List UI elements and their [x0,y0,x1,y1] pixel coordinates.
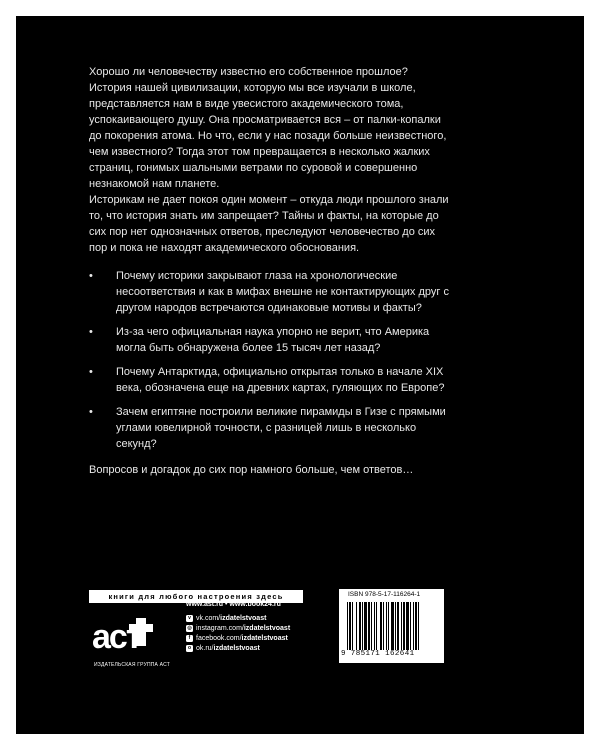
bullet-icon: • [89,326,93,338]
social-link-facebook[interactable] [186,634,290,644]
blurb-paragraph-2: Историкам не дает покоя один момент – откуда люди прошлого знали то, что история знать им запрещает? Тайны и факты, на которые до сих пор нет однозначных ответов, преследуют человечество до сих пор и пока не находят академического обоснования. [89,194,449,254]
social-handle: izdatelstvoast [241,635,288,642]
question-list [89,268,449,452]
tagline-banner: книги для любого настроения здесь [89,590,303,603]
social-prefix: ok.ru/ [196,645,214,652]
isbn-barcode-block [339,589,444,663]
social-link-ok[interactable] [186,644,290,654]
logo-text: аст [92,618,141,656]
list-item [89,404,449,452]
social-link-instagram[interactable] [186,624,290,634]
list-item-text: Зачем египтяне построили великие пирамиды в Гизе с прямыми углами ювелирной точности, с разницей лишь в несколько секунд? [116,406,446,450]
social-prefix: facebook.com/ [196,635,242,642]
social-handle: izdatelstvoast [213,645,260,652]
social-prefix: instagram.com/ [196,625,244,632]
bullet-icon: • [89,366,93,378]
facebook-icon: f [186,635,193,642]
closing-line: Вопросов и догадок до сих пор намного больше, чем ответов… [89,464,414,476]
publisher-links [186,600,290,654]
website-links[interactable]: www.ast.ru • www.book24.ru [186,601,281,608]
list-item [89,324,449,356]
barcode-digits: 9 785171 162641 [341,650,415,658]
bullet-icon: • [89,270,93,282]
blurb [89,64,449,478]
list-item-text: Почему Антарктида, официально открытая только в начале XIX века, обозначена еще на древних картах, гуляющих по Европе? [116,366,445,394]
barcode-icon [347,602,441,650]
list-item [89,268,449,316]
social-link-vk[interactable] [186,614,290,624]
social-handle: izdatelstvoast [243,625,291,632]
vk-icon: v [186,615,193,622]
bullet-icon: • [89,406,93,418]
instagram-icon: ◎ [187,625,192,631]
blurb-paragraph-1: Хорошо ли человечеству известно его собственное прошлое? История нашей цивилизации, которую мы все изучали в школе, представляется нам в виде увесистого академического тома, успокаивающего душу. Она просматривается вся – от палки-копалки до покорения атома. Но что, если у нас позади больше неизвестного, чем известного? Тогда этот том превращается в несколько жалких страниц, гонимых шальными ветрами по суровой и совершенно незнакомой нам планете. [89,66,447,190]
logo-caption: ИЗДАТЕЛЬСКАЯ ГРУППА АСТ [94,662,170,668]
publisher-logo [84,612,180,674]
isbn-label: ISBN 978-5-17-116264-1 [348,591,421,598]
social-prefix: vk.com/ [196,615,221,622]
list-item-text: Почему историки закрывают глаза на хронологические несоответствия и как в мифах внешне не контактирующих друг с другом народов встречаются одинаковые мотивы и факты? [116,270,449,314]
odnoklassniki-icon: o [187,645,192,651]
social-handle: izdatelstvoast [220,615,267,622]
book-back-cover [16,16,584,734]
list-item-text: Из-за чего официальная наука упорно не верит, что Америка могла быть обнаружена более 15 тысяч лет назад? [116,326,430,354]
list-item [89,364,449,396]
